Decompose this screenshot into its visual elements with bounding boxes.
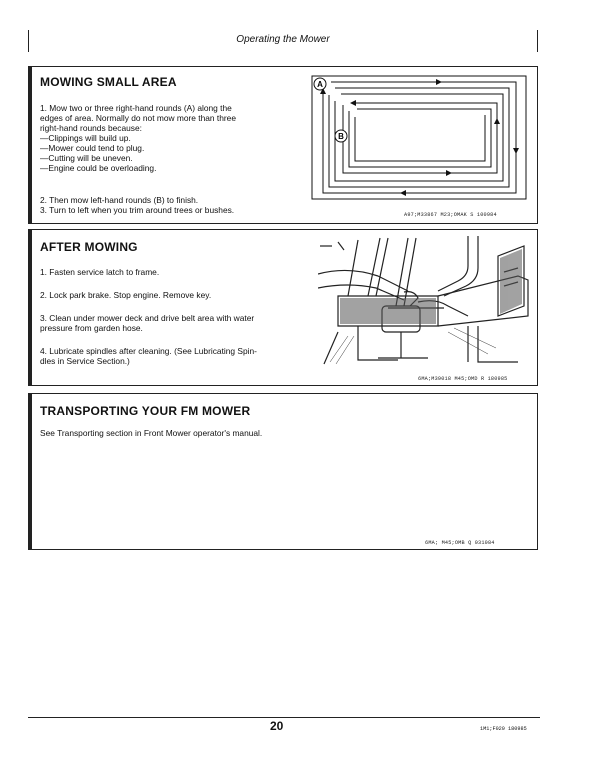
body-text: See Transporting section in Front Mower operator's manual.	[40, 428, 263, 438]
step-item: 2. Lock park brake. Stop engine. Remove key.	[40, 290, 212, 300]
section-transporting	[28, 393, 538, 550]
intro-line: 1. Mow two or three right-hand rounds (A) along the	[40, 103, 232, 113]
reason-item: —Mower could tend to plug.	[40, 143, 145, 153]
reason-item: —Engine could be overloading.	[40, 163, 157, 173]
label-b: B	[338, 132, 344, 141]
intro-line: edges of area. Normally do not mow more than three	[40, 113, 236, 123]
section-code: 6MA; M45;OMB Q 031084	[425, 540, 495, 546]
intro-line: right-hand rounds because:	[40, 123, 142, 133]
step-item: 4. Lubricate spindles after cleaning. (See Lubricating Spin-	[40, 346, 257, 356]
section-title: MOWING SMALL AREA	[40, 75, 177, 89]
step-item: 2. Then mow left-hand rounds (B) to finish.	[40, 195, 199, 205]
page-number: 20	[270, 719, 284, 733]
footer-code: 1M1;F020 180985	[480, 726, 527, 732]
running-head-frame	[28, 30, 538, 52]
footer-rule	[28, 717, 540, 718]
step-item: pressure from garden hose.	[40, 323, 143, 333]
section-code: 6MA;M39018 M45;OMD R 180985	[418, 376, 508, 382]
step-item: 1. Fasten service latch to frame.	[40, 267, 160, 277]
section-mowing-small-area	[28, 66, 538, 224]
section-code: A97;M33867 M23;OMAK S 100984	[404, 212, 497, 218]
step-item: dles in Service Section.)	[40, 356, 130, 366]
section-title: TRANSPORTING YOUR FM MOWER	[40, 404, 251, 418]
section-title: AFTER MOWING	[40, 240, 138, 254]
mowing-pattern-diagram	[311, 75, 527, 201]
reason-item: —Cutting will be uneven.	[40, 153, 133, 163]
section-after-mowing	[28, 229, 538, 386]
reason-item: —Clippings will build up.	[40, 133, 131, 143]
step-item: 3. Turn to left when you trim around trees or bushes.	[40, 205, 235, 215]
label-a: A	[317, 80, 323, 89]
step-item: 3. Clean under mower deck and drive belt area with water	[40, 313, 255, 323]
cleaning-illustration	[318, 236, 532, 372]
running-head: Operating the Mower	[236, 34, 330, 45]
